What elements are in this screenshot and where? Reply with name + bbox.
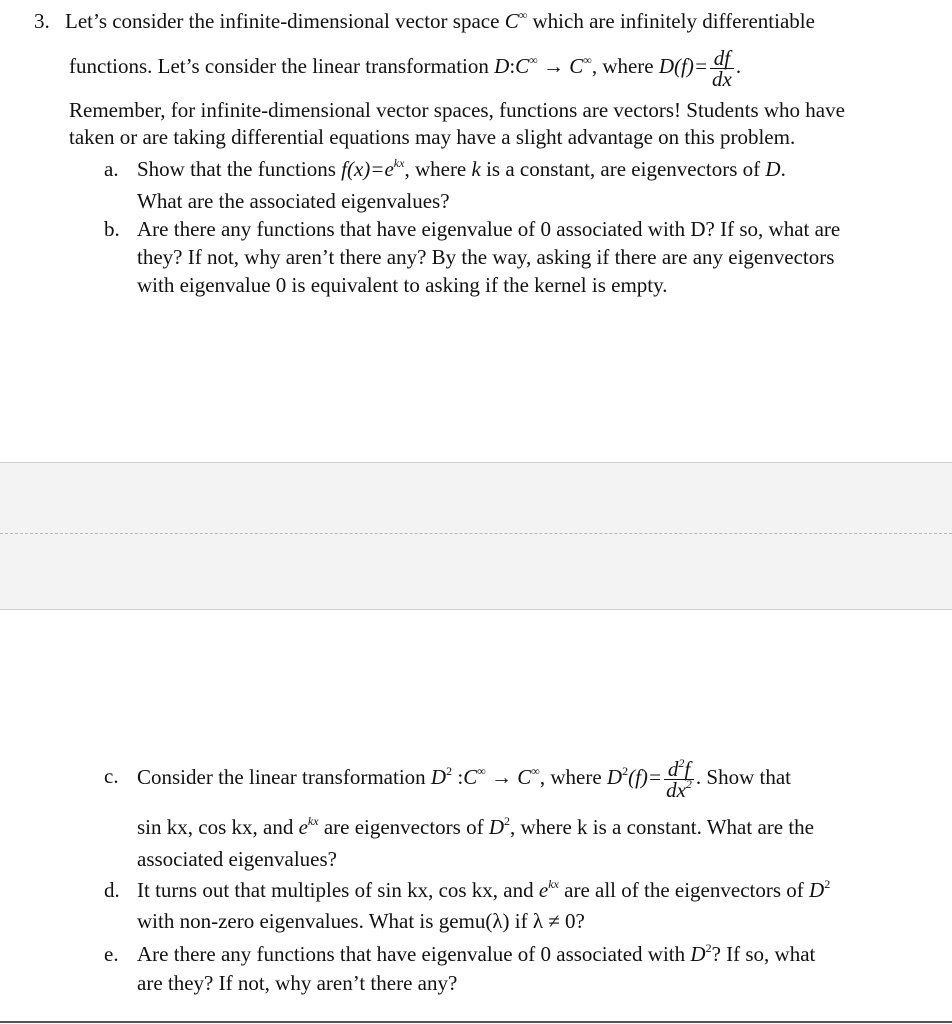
part-e-line-1: Are there any functions that have eigenvalue of 0 associated with $D^2$? If so, what	[137, 941, 816, 966]
part-b-line-3: with eigenvalue 0 is equivalent to asking if the kernel is empty.	[137, 273, 668, 297]
bottom-rule	[0, 1021, 952, 1023]
part-a-line-2: What are the associated eigenvalues?	[137, 189, 450, 213]
part-e-label: e.	[104, 942, 119, 966]
part-b-line-1: Are there any functions that have eigenvalue of 0 associated with D? If so, what are	[137, 217, 841, 241]
part-c-line-2: sin kx, cos kx, and $e^{kx}$ are eigenvectors of $D^2$, where k is a constant. What are the	[137, 814, 814, 839]
part-c-label: c.	[104, 764, 119, 788]
part-b-label: b.	[104, 217, 120, 241]
part-a-label: a.	[104, 157, 119, 181]
part-d-label: d.	[104, 878, 120, 902]
second-derivative-fraction: $\frac{d^2f}{dx^2}$	[666, 755, 692, 802]
part-c-line-3: associated eigenvalues?	[137, 847, 337, 871]
part-d-line-2: with non-zero eigenvalues. What is gemu(λ) if λ ≠ 0?	[137, 909, 585, 933]
part-d-line-1: It turns out that multiples of sin kx, cos kx, and $e^{kx}$ are all of the eigenvectors of $D^2$	[137, 877, 831, 902]
problem-remember-line-2: taken or are taking differential equations may have a slight advantage on this problem.	[69, 125, 796, 149]
part-a-line-1: Show that the functions $f(x)=e^{kx}$, where k is a constant, are eigenvectors of D.	[137, 156, 786, 181]
problem-statement-line-1: 3. Let’s consider the infinite-dimensional vector space C∞ which are infinitely differentiable	[34, 8, 815, 33]
part-e-line-2: are they? If not, why aren’t there any?	[137, 971, 458, 995]
problem-number: 3.	[34, 9, 50, 33]
problem-statement-line-2: functions. Let’s consider the linear transformation D:C∞ → C∞, where D(f)= $\frac{df}{dx}$ .	[69, 45, 742, 91]
derivative-fraction: $\frac{df}{dx}$	[712, 45, 732, 91]
page-break-dashed-line	[0, 533, 952, 534]
problem-remember-line-1: Remember, for infinite-dimensional vector spaces, functions are vectors! Students who have	[69, 98, 845, 122]
page-break-band	[0, 462, 952, 610]
part-c-line-1: Consider the linear transformation $D^2$ :C∞ → C∞, where $D^2(f)=$ $\frac{d^2f}{dx^2}$ . Show that	[137, 755, 791, 802]
derivative-operator: D(f)=	[658, 54, 709, 78]
part-b-line-2: they? If not, why aren’t there any? By the way, asking if there are any eigenvectors	[137, 245, 835, 269]
